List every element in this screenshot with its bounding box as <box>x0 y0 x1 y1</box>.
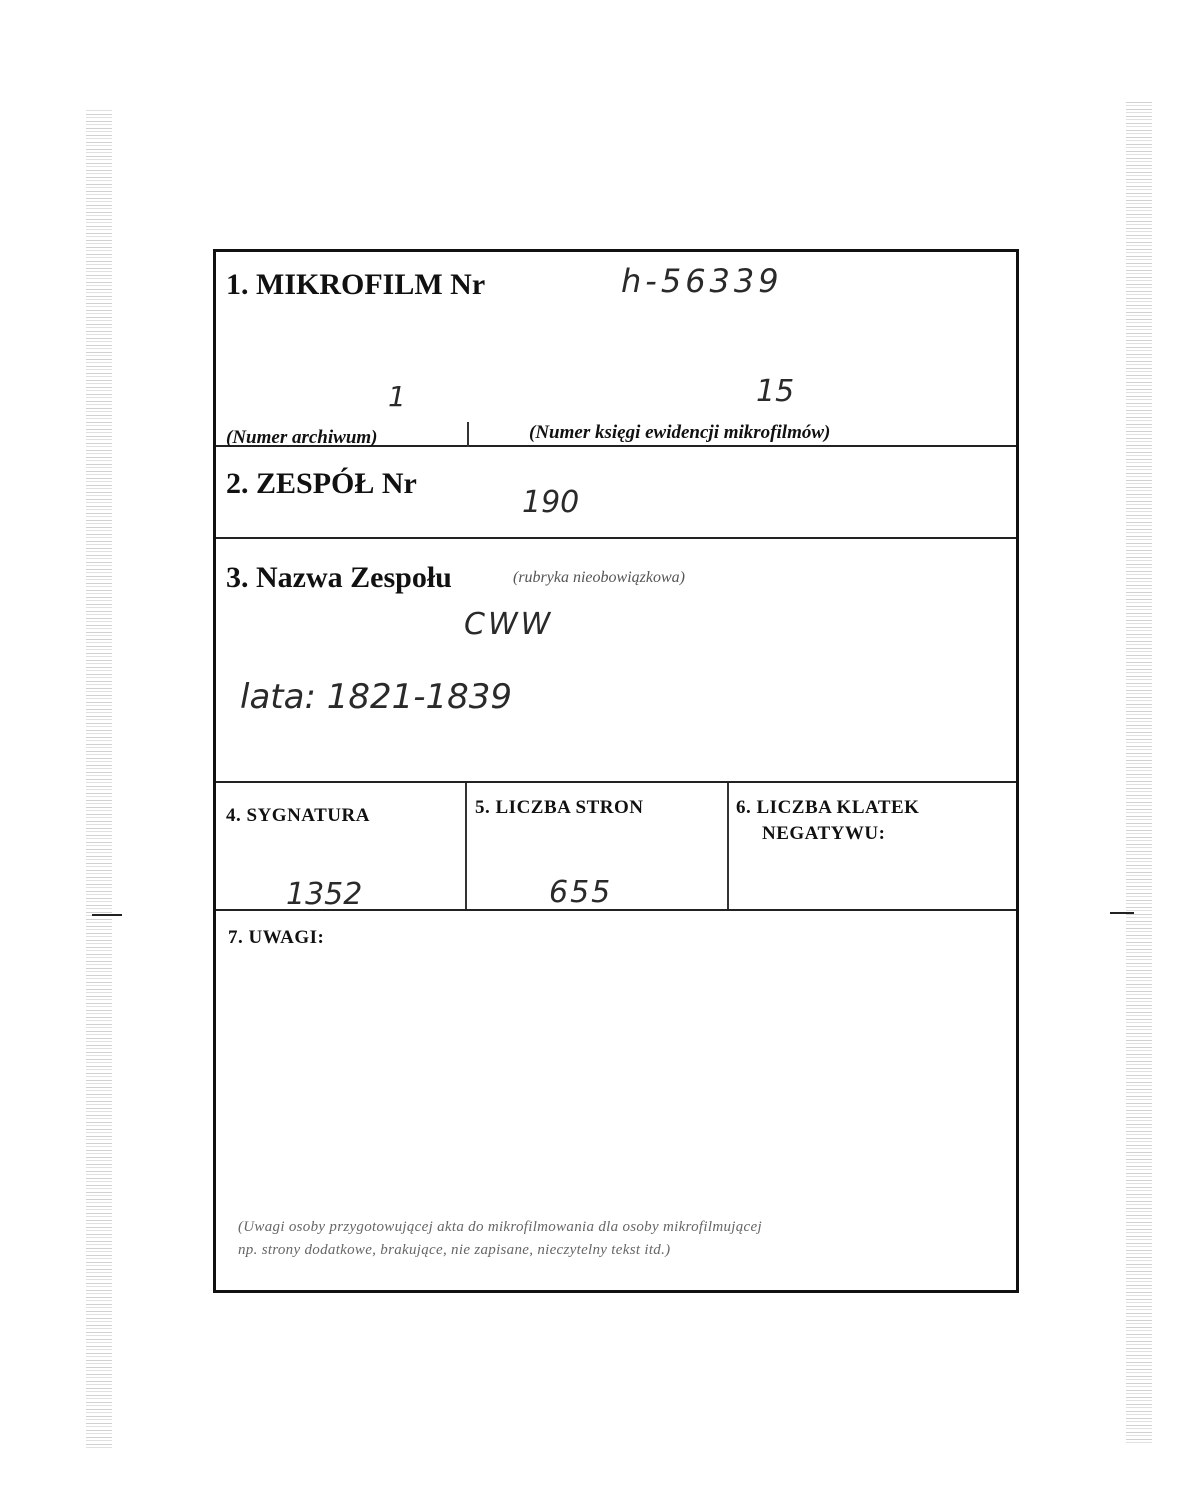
signature-value: 1352 <box>286 877 363 912</box>
section-details <box>216 783 1016 911</box>
fonds-name-value: CWW <box>464 607 554 642</box>
frame-count-heading-line2: NEGATYWU: <box>762 823 886 844</box>
register-number-label: (Numer księgi ewidencji mikrofilmów) <box>529 422 831 443</box>
scan-mark <box>92 914 122 916</box>
section-fonds <box>216 447 1016 539</box>
page-count-value: 655 <box>549 875 613 910</box>
register-number: 15 <box>756 374 795 409</box>
years-value: lata: 1821-1839 <box>240 677 513 717</box>
scan-edge-right <box>1126 100 1152 1443</box>
remarks-note-line2: np. strony dodatkowe, brakujące, nie zapisane, nieczytelny tekst itd.) <box>238 1242 671 1258</box>
microfilm-number: h-56339 <box>621 262 783 300</box>
section-microfilm <box>216 252 1016 447</box>
microfilm-card <box>213 249 1019 1293</box>
divider <box>467 422 469 447</box>
archive-number-label: (Numer archiwum) <box>226 427 378 448</box>
section-remarks <box>216 911 1016 1290</box>
fonds-number: 190 <box>522 485 580 520</box>
fonds-heading: 2. ZESPÓŁ Nr <box>226 467 417 500</box>
archive-number: 1 <box>388 380 406 413</box>
signature-heading: 4. SYGNATURA <box>226 805 370 826</box>
remarks-heading: 7. UWAGI: <box>228 927 325 948</box>
section-fonds-name <box>216 539 1016 783</box>
scan-edge-left <box>86 110 112 1448</box>
frame-count-heading-line1: 6. LICZBA KLATEK <box>736 797 920 818</box>
scan-mark <box>1110 912 1134 914</box>
divider <box>727 783 729 909</box>
page-count-heading: 5. LICZBA STRON <box>475 797 644 818</box>
remarks-note-line1: (Uwagi osoby przygotowującej akta do mikrofilmowania dla osoby mikrofilmującej <box>238 1219 762 1235</box>
optional-field-hint: (rubryka nieobowiązkowa) <box>513 569 685 586</box>
microfilm-heading: 1. MIKROFILM Nr <box>226 268 486 301</box>
fonds-name-heading: 3. Nazwa Zespołu <box>226 561 452 594</box>
divider <box>465 783 467 909</box>
